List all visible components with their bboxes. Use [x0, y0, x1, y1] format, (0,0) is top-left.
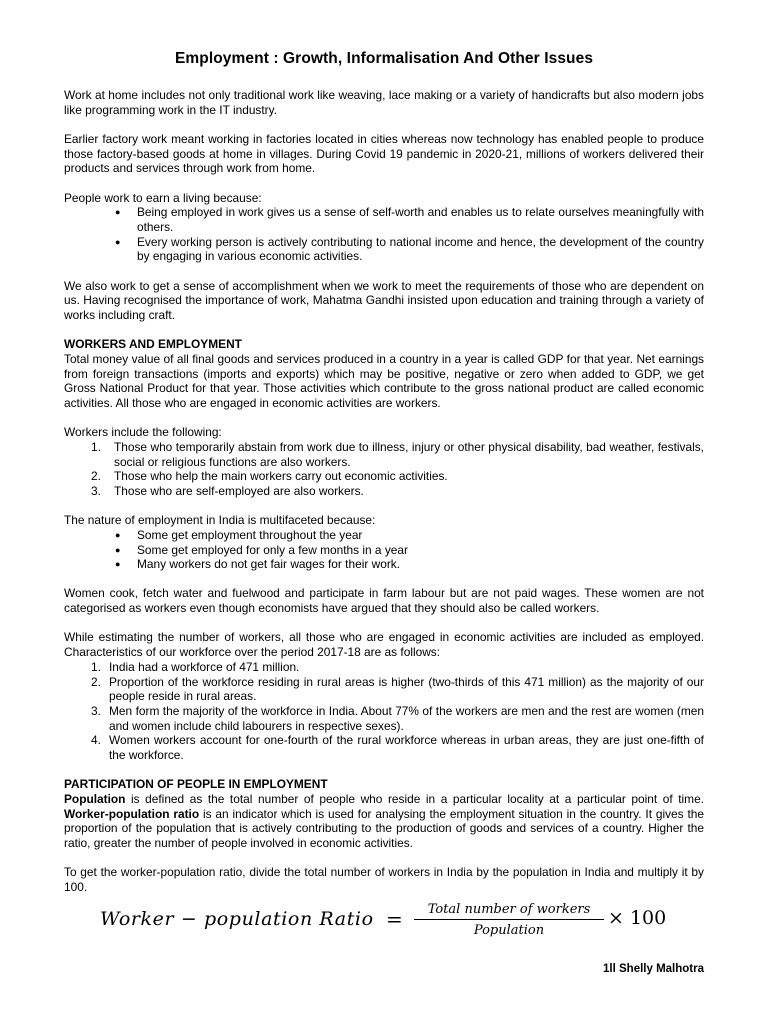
intro-paragraph-1: Work at home includes not only traditional work like weaving, lace making or a variety of handicrafts but also modern jobs like programming work in the IT industry.	[64, 88, 704, 117]
page-title: Employment : Growth, Informalisation And Other Issues	[174, 50, 594, 67]
list-item: ● Some get employed for only a few months in a year	[64, 543, 704, 558]
term-population: Population	[64, 791, 126, 806]
formula-equals: =	[386, 907, 403, 931]
list-text: India had a workforce of 471 million.	[109, 659, 300, 674]
list-item	[64, 660, 704, 675]
women-paragraph: Women cook, fetch water and fuelwood and participate in farm labour but are not paid wages. These women are not categorised as workers even though economists have argued that they should also be called workers.	[64, 586, 704, 616]
list-item	[64, 704, 704, 733]
why-work-lead: People work to earn a living because:	[64, 190, 262, 205]
list-text: Women workers account for one-fourth of the rural workforce whereas in urban areas, they are just one-fifth of the workforce.	[109, 733, 704, 763]
list-number: 4.	[91, 733, 101, 748]
list-item: ● Some get employment throughout the year	[64, 528, 704, 543]
characteristics-list	[64, 660, 704, 763]
list-item	[64, 675, 704, 704]
list-number: 1.	[91, 439, 101, 454]
list-text: Those who temporarily abstain from work due to illness, injury or other physical disability, bad weather, festivals, social or religious functions are also workers.	[114, 439, 704, 469]
workers-include-lead: Workers include the following:	[64, 425, 222, 440]
list-number: 2.	[91, 469, 101, 484]
list-item	[64, 733, 704, 762]
nature-lead: The nature of employment in India is multifaceted because:	[64, 513, 376, 528]
population-definition: is defined as the total number of people who reside in a particular locality at a particular point of time.	[125, 791, 704, 806]
footer-author: 1ll Shelly Malhotra	[603, 963, 704, 975]
intro-paragraph-2: Earlier factory work meant working in factories located in cities whereas now technology has enabled people to produce those factory-based goods at home in villages. During Covid 19 pandemic in 2020-21, millions of workers delivered their products and services through work from home.	[64, 131, 704, 176]
gdp-paragraph: Total money value of all final goods and services produced in a country in a year is called GDP for that year. Net earnings from foreign transactions (imports and exports) which may be positive, negative or zero when added to GDP, we get Gross National Product for that year. Those activities which contribute to the gross national product are called economic activities. All those who are engaged in economic activities are workers.	[64, 351, 704, 410]
list-text: Those who help the main workers carry out economic activities.	[114, 469, 448, 484]
estimate-lead: While estimating the number of workers, all those who are engaged in economic activities are included as employed. Characteristics of our workforce over the period 2017-18 are as follows:	[64, 630, 704, 660]
document-page	[64, 50, 704, 909]
ratio-definition: is an indicator which is used for analysing the employment situation in the country. It gives the proportion of the population that is actively contributing to the production of goods and services of a country. Higher the ratio, greater the number of people involved in economic activities.	[64, 806, 705, 851]
list-item: ● Being employed in work gives us a sense of self-worth and enables us to relate ourselves meaningfully with others.	[64, 205, 704, 234]
population-paragraph	[64, 792, 704, 851]
nature-list	[64, 528, 704, 572]
term-worker-population-ratio: Worker-population ratio	[64, 806, 200, 821]
formula-lhs: Worker − population Ratio	[100, 908, 374, 930]
section-heading-participation: PARTICIPATION OF PEOPLE IN EMPLOYMENT	[64, 777, 328, 792]
why-work-list	[64, 205, 704, 264]
worker-population-ratio-formula	[100, 902, 680, 942]
list-text: Those who are self-employed are also workers.	[114, 483, 364, 498]
list-item: ● Many workers do not get fair wages for their work.	[64, 557, 704, 572]
formula-numerator: Total number of workers	[414, 902, 604, 920]
list-number: 3.	[91, 483, 101, 498]
formula-denominator: Population	[473, 923, 545, 938]
list-item	[64, 484, 704, 499]
list-text: Proportion of the workforce residing in rural areas is higher (two-thirds of this 471 million) as the majority of our people reside in rural areas.	[109, 674, 704, 704]
workers-include-list	[64, 440, 704, 499]
list-item	[64, 440, 704, 469]
list-text: Men form the majority of the workforce in India. About 77% of the workers are men and the rest are women (men and women include child labourers in respective sexes).	[109, 703, 704, 733]
list-item	[64, 469, 704, 484]
formula-multiplier: × 100	[608, 907, 667, 929]
formula-fraction	[414, 902, 604, 938]
list-item: ● Every working person is actively contributing to national income and hence, the development of the country by engaging in various economic activities.	[64, 235, 704, 264]
accomplishment-paragraph: We also work to get a sense of accomplishment when we work to meet the requirements of those who are dependent on us. Having recognised the importance of work, Mahatma Gandhi insisted upon education and training through a variety of works including craft.	[64, 278, 704, 322]
list-number: 2.	[91, 674, 101, 689]
section-heading-workers: WORKERS AND EMPLOYMENT	[64, 337, 242, 352]
method-paragraph: To get the worker-population ratio, divide the total number of workers in India by the population in India and multiply it by 100.	[64, 865, 704, 894]
list-number: 3.	[91, 703, 101, 718]
list-number: 1.	[91, 659, 101, 674]
